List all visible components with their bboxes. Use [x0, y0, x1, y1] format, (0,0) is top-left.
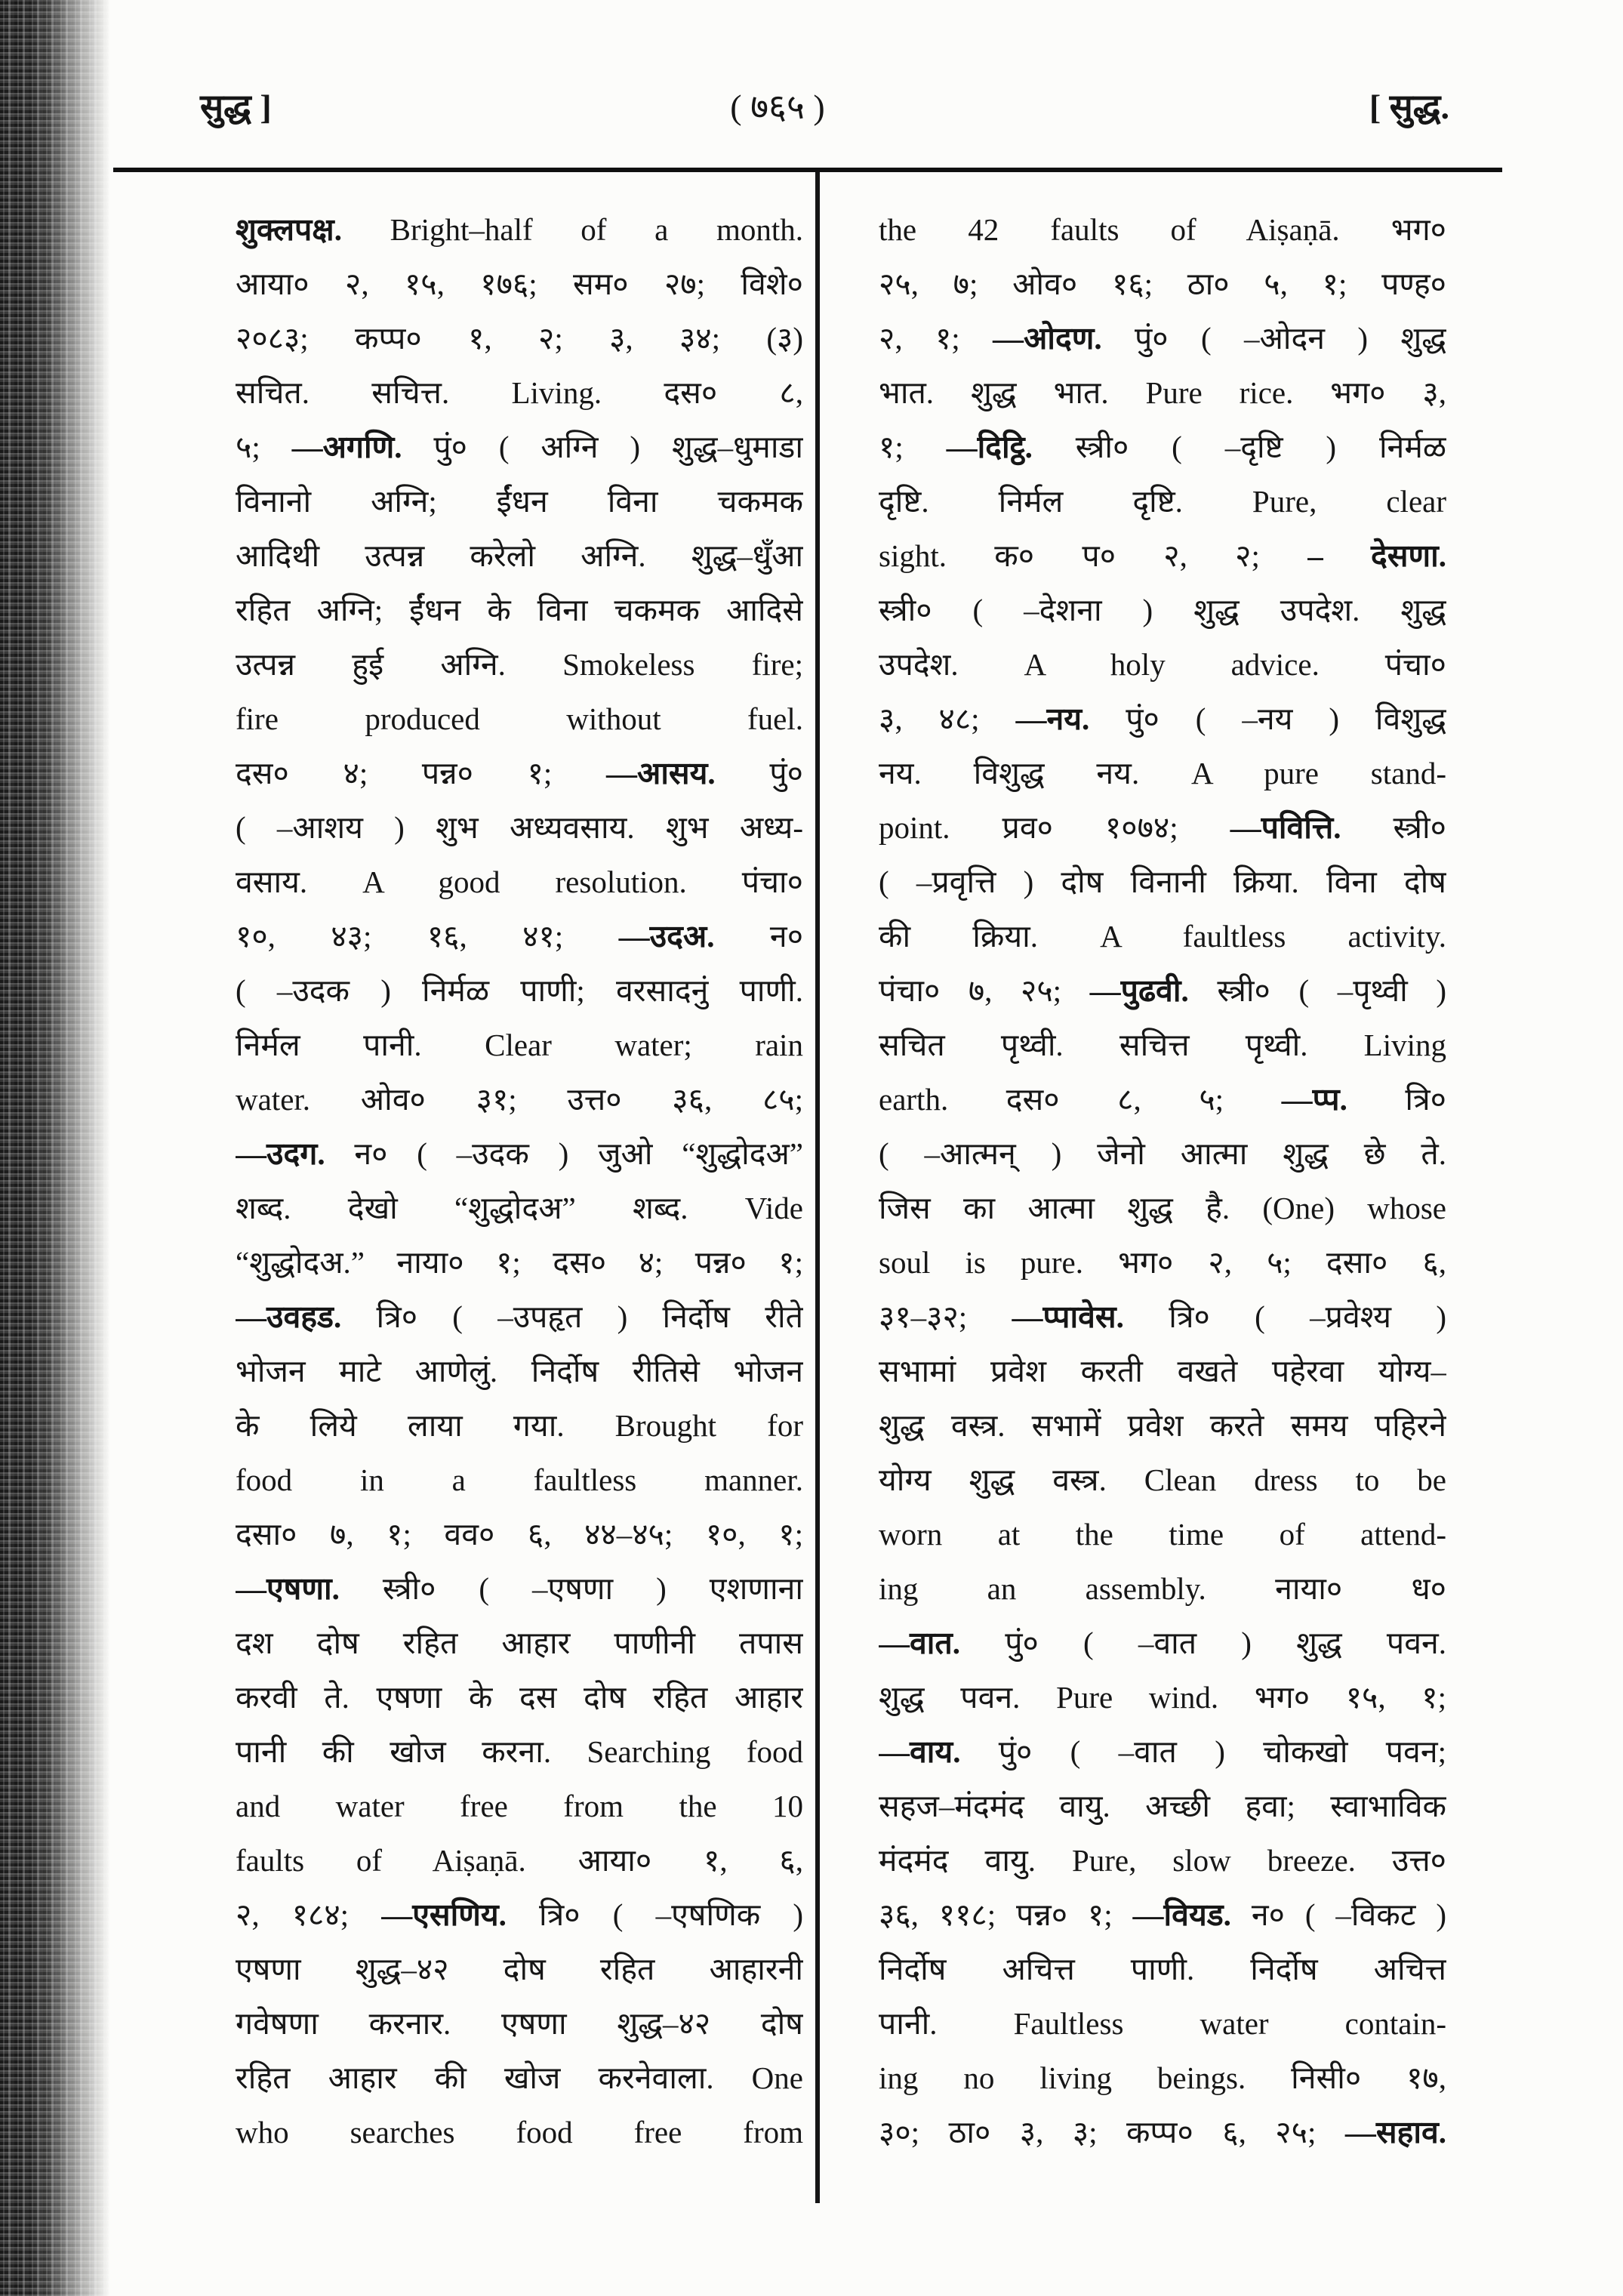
- text-line: [236, 1670, 803, 1724]
- text-line: [236, 1779, 803, 1833]
- text-segment: की क्रिया. A faultless activity.: [879, 919, 1446, 954]
- text-line: [236, 1018, 803, 1072]
- text-line: [879, 1779, 1446, 1833]
- text-segment: रहित आहार की खोज करनेवाला. One: [236, 2060, 803, 2095]
- text-segment: स्त्री०: [1341, 810, 1446, 845]
- text-segment: आदिथी उत्पन्न करेलो अग्नि. शुद्ध–धुँआ: [236, 538, 803, 573]
- text-segment: रहित अग्नि; ईंधन के विना चकमक आदिसे: [236, 593, 803, 627]
- text-segment: ५;: [236, 430, 292, 464]
- text-line: [879, 1235, 1446, 1290]
- text-line: [236, 583, 803, 637]
- entry-headword: —पुढवी.: [1089, 973, 1189, 1008]
- text-segment: जिस का आत्मा शुद्ध है. (One) whose: [879, 1191, 1446, 1225]
- text-segment: शुद्ध वस्त्र. सभामें प्रवेश करते समय पहिरने: [879, 1408, 1446, 1443]
- text-segment: ३६, ११८; पन्न० १;: [879, 1897, 1133, 1932]
- text-line: [236, 1616, 803, 1670]
- text-segment: त्रि० ( –प्रवेश्य ): [1123, 1299, 1446, 1334]
- text-segment: एषणा शुद्ध–४२ दोष रहित आहारनी: [236, 1952, 803, 1986]
- entry-headword: —अगणि.: [291, 430, 402, 464]
- text-line: [236, 855, 803, 909]
- text-line: [236, 1996, 803, 2051]
- text-line: [879, 1561, 1446, 1616]
- text-segment: ( –आशय ) शुभ अध्यवसाय. शुभ अध्य-: [236, 810, 803, 845]
- text-segment: २, १८४;: [236, 1897, 382, 1932]
- text-line: [879, 909, 1446, 963]
- text-segment: fire produced without fuel.: [236, 701, 803, 736]
- entry-headword: —पवित्ति.: [1230, 810, 1341, 845]
- text-segment: विनानो अग्नि; ईंधन विना चकमक: [236, 484, 803, 519]
- text-line: [879, 257, 1446, 311]
- text-line: [236, 474, 803, 529]
- text-line: [879, 1344, 1446, 1398]
- text-segment: गवेषणा करनार. एषणा शुद्ध–४२ दोष: [236, 2006, 803, 2041]
- text-segment: food in a faultless manner.: [236, 1462, 803, 1497]
- text-segment: पुं० ( –ओदन ) शुद्ध: [1101, 321, 1446, 356]
- text-segment: शब्द. देखो “शुद्धोदअ” शब्द. Vide: [236, 1191, 803, 1225]
- text-segment: न० ( –उदक ) जुओ “शुद्धोदअ”: [325, 1136, 803, 1171]
- text-segment: the 42 faults of Aiṣaṇā. भग०: [879, 212, 1446, 247]
- text-segment: पुं० ( –वात ) शुद्ध पवन.: [960, 1626, 1446, 1660]
- text-line: [236, 963, 803, 1018]
- text-segment: स्त्री० ( –दृष्टि ) निर्मळ: [1032, 430, 1446, 464]
- text-segment: ३१–३२;: [879, 1299, 1012, 1334]
- text-line: [879, 529, 1446, 583]
- text-line: [879, 1833, 1446, 1888]
- text-segment: पुं० ( –वात ) चोकखो पवन;: [960, 1734, 1446, 1769]
- text-line: [236, 1888, 803, 1942]
- text-line: [236, 311, 803, 365]
- text-segment: soul is pure. भग० २, ५; दसा० ६,: [879, 1245, 1446, 1280]
- text-segment: ( –उदक ) निर्मळ पाणी; वरसादनुं पाणी.: [236, 973, 803, 1008]
- text-line: [236, 1181, 803, 1235]
- text-segment: पानी की खोज करना. Searching food: [236, 1734, 803, 1769]
- text-line: [879, 1398, 1446, 1453]
- text-line: [879, 1616, 1446, 1670]
- text-segment: ing no living beings. निसी० १७,: [879, 2060, 1446, 2095]
- entry-headword: —सहाव.: [1344, 2115, 1446, 2150]
- text-line: [879, 800, 1446, 855]
- text-line: [879, 365, 1446, 420]
- header-rule: [113, 168, 1502, 172]
- text-segment: स्त्री० ( –देशना ) शुद्ध उपदेश. शुद्ध: [879, 593, 1446, 627]
- text-line: [879, 1888, 1446, 1942]
- text-segment: उत्पन्न हुई अग्नि. Smokeless fire;: [236, 647, 803, 682]
- column-divider-rule: [815, 172, 820, 2203]
- text-segment: निर्दोष अचित्त पाणी. निर्दोष अचित्त: [879, 1952, 1446, 1986]
- text-line: [236, 202, 803, 257]
- text-segment: earth. दस० ८, ५;: [879, 1082, 1282, 1117]
- text-line: [236, 909, 803, 963]
- text-line: [879, 1072, 1446, 1126]
- text-segment: न० ( –विकट ): [1230, 1897, 1446, 1932]
- entry-headword: —दिट्ठि.: [946, 430, 1033, 464]
- text-segment: भात. शुद्ध भात. Pure rice. भग० ३,: [879, 375, 1446, 410]
- text-segment: न०: [714, 919, 803, 954]
- text-segment: दसा० ७, १; वव० ६, ४४–४५; १०, १;: [236, 1517, 803, 1552]
- text-segment: उपदेश. A holy advice. पंचा०: [879, 647, 1446, 682]
- text-segment: सहज–मंदमंद वायु. अच्छी हवा; स्वाभाविक: [879, 1789, 1446, 1823]
- entry-headword: —उवहड.: [236, 1299, 342, 1334]
- entry-headword: —एसणिय.: [381, 1897, 507, 1932]
- text-line: [236, 420, 803, 474]
- text-segment: सचित पृथ्वी. सचित्त पृथ्वी. Living: [879, 1028, 1446, 1062]
- entry-headword: शुक्लपक्ष.: [236, 212, 342, 247]
- text-segment: योग्य शुद्ध वस्त्र. Clean dress to be: [879, 1462, 1446, 1497]
- text-line: [236, 365, 803, 420]
- text-segment: ( –प्रवृत्ति ) दोष विनानी क्रिया. विना दोष: [879, 864, 1446, 899]
- text-column-left: [236, 202, 803, 2159]
- text-segment: पानी. Faultless water contain-: [879, 2006, 1446, 2041]
- text-segment: नय. विशुद्ध नय. A pure stand-: [879, 756, 1446, 791]
- text-segment: सभामां प्रवेश करती वखते पहेरवा योग्य–: [879, 1354, 1446, 1388]
- entry-headword: – देसणा.: [1307, 538, 1446, 573]
- text-segment: सचित. सचित्त. Living. दस० ८,: [236, 375, 803, 410]
- text-line: [236, 692, 803, 746]
- text-segment: ing an assembly. नाया० ध०: [879, 1571, 1446, 1606]
- text-line: [879, 420, 1446, 474]
- text-segment: पुं० ( अग्नि ) शुद्ध–धुमाडा: [402, 430, 803, 464]
- text-line: [879, 692, 1446, 746]
- text-segment: स्त्री० ( –पृथ्वी ): [1188, 973, 1446, 1008]
- entry-headword: —वाय.: [879, 1734, 961, 1769]
- text-line: [236, 257, 803, 311]
- text-line: [879, 2051, 1446, 2105]
- entry-headword: —उदअ.: [618, 919, 715, 954]
- text-segment: २, १;: [879, 321, 993, 356]
- text-segment: ( –आत्मन् ) जेनो आत्मा शुद्ध छे ते.: [879, 1136, 1446, 1171]
- text-segment: and water free from the 10: [236, 1789, 803, 1823]
- entry-headword: —प्पावेस.: [1012, 1299, 1124, 1334]
- text-segment: आया० २, १५, १७६; सम० २७; विशे०: [236, 267, 803, 301]
- text-line: [879, 1453, 1446, 1507]
- text-segment: Bright–half of a month.: [341, 212, 803, 247]
- text-line: [879, 1724, 1446, 1779]
- text-line: [879, 746, 1446, 800]
- entry-headword: —वियड.: [1132, 1897, 1231, 1932]
- text-line: [236, 1126, 803, 1181]
- text-line: [879, 1996, 1446, 2051]
- scan-gutter-artifact: [0, 0, 112, 2296]
- text-segment: निर्मल पानी. Clear water; rain: [236, 1028, 803, 1062]
- text-segment: भोजन माटे आणेलुं. निर्दोष रीतिसे भोजन: [236, 1354, 803, 1388]
- text-segment: दस० ४; पन्न० १;: [236, 756, 607, 791]
- entry-headword: —प्प.: [1281, 1082, 1347, 1117]
- text-line: [879, 1942, 1446, 1996]
- text-segment: २०८३; कप्प० १, २; ३, ३४; (३): [236, 321, 803, 356]
- text-line: [879, 2105, 1446, 2159]
- text-line: [236, 1942, 803, 1996]
- text-segment: water. ओव० ३१; उत्त० ३६, ८५;: [236, 1082, 803, 1117]
- text-segment: शुद्ध पवन. Pure wind. भग० १५, १;: [879, 1680, 1446, 1715]
- text-segment: worn at the time of attend-: [879, 1517, 1446, 1552]
- page-number: ( ७६५ ): [730, 88, 825, 126]
- text-line: [879, 1181, 1446, 1235]
- text-line: [236, 1833, 803, 1888]
- text-segment: पंचा० ७, २५;: [879, 973, 1090, 1008]
- text-column-right: [879, 202, 1446, 2159]
- text-line: [236, 637, 803, 692]
- text-line: [236, 1453, 803, 1507]
- text-line: [879, 637, 1446, 692]
- text-line: [879, 963, 1446, 1018]
- text-line: [236, 1398, 803, 1453]
- text-line: [879, 1018, 1446, 1072]
- text-line: [879, 1507, 1446, 1561]
- text-line: [879, 1290, 1446, 1344]
- text-line: [236, 1072, 803, 1126]
- text-segment: दश दोष रहित आहार पाणीनी तपास: [236, 1626, 803, 1660]
- text-segment: point. प्रव० १०७४;: [879, 810, 1230, 845]
- text-segment: त्रि० ( –एषणिक ): [506, 1897, 803, 1932]
- text-line: [236, 1290, 803, 1344]
- text-line: [236, 1724, 803, 1779]
- text-line: [879, 474, 1446, 529]
- text-segment: करवी ते. एषणा के दस दोष रहित आहार: [236, 1680, 803, 1715]
- text-segment: “शुद्धोदअ.” नाया० १; दस० ४; पन्न० १;: [236, 1245, 803, 1280]
- entry-headword: —नय.: [1015, 701, 1090, 736]
- text-line: [236, 529, 803, 583]
- text-line: [879, 583, 1446, 637]
- running-head-right-keyword: [ सुद्ध.: [1369, 88, 1449, 126]
- running-head: [113, 85, 1502, 137]
- text-segment: sight. क० प० २, २;: [879, 538, 1308, 573]
- text-segment: स्त्री० ( –एषणा ) एशणाना: [339, 1571, 803, 1606]
- text-segment: ३०; ठा० ३, ३; कप्प० ६, २५;: [879, 2115, 1345, 2150]
- text-segment: दृष्टि. निर्मल दृष्टि. Pure, clear: [879, 484, 1446, 519]
- text-line: [236, 800, 803, 855]
- entry-headword: —आसय.: [606, 756, 716, 791]
- text-segment: २५, ७; ओव० १६; ठा० ५, १; पण्ह०: [879, 267, 1446, 301]
- text-segment: पुं०: [715, 756, 803, 791]
- text-line: [236, 1561, 803, 1616]
- entry-headword: —एषणा.: [236, 1571, 340, 1606]
- text-segment: १०, ४३; १६, ४१;: [236, 919, 619, 954]
- text-line: [236, 1344, 803, 1398]
- text-line: [879, 311, 1446, 365]
- text-segment: त्रि० ( –उपहृत ) निर्दोष रीते: [341, 1299, 803, 1334]
- text-segment: त्रि०: [1347, 1082, 1446, 1117]
- entry-headword: —ओदण.: [993, 321, 1102, 356]
- text-line: [879, 202, 1446, 257]
- text-segment: faults of Aiṣaṇā. आया० १, ६,: [236, 1843, 803, 1878]
- text-segment: मंदमंद वायु. Pure, slow breeze. उत्त०: [879, 1843, 1446, 1878]
- text-line: [236, 2105, 803, 2159]
- text-line: [879, 855, 1446, 909]
- text-segment: who searches food free from: [236, 2115, 803, 2150]
- entry-headword: —उदग.: [236, 1136, 325, 1171]
- text-line: [879, 1670, 1446, 1724]
- text-line: [236, 746, 803, 800]
- text-line: [236, 1235, 803, 1290]
- entry-headword: —वात.: [879, 1626, 961, 1660]
- running-head-left-keyword: सुद्ध ]: [200, 88, 272, 126]
- text-line: [879, 1126, 1446, 1181]
- text-segment: १;: [879, 430, 947, 464]
- text-segment: वसाय. A good resolution. पंचा०: [236, 864, 803, 899]
- text-segment: ३, ४८;: [879, 701, 1016, 736]
- text-line: [236, 2051, 803, 2105]
- text-segment: पुं० ( –नय ) विशुद्ध: [1089, 701, 1446, 736]
- text-segment: के लिये लाया गया. Brought for: [236, 1408, 803, 1443]
- text-line: [236, 1507, 803, 1561]
